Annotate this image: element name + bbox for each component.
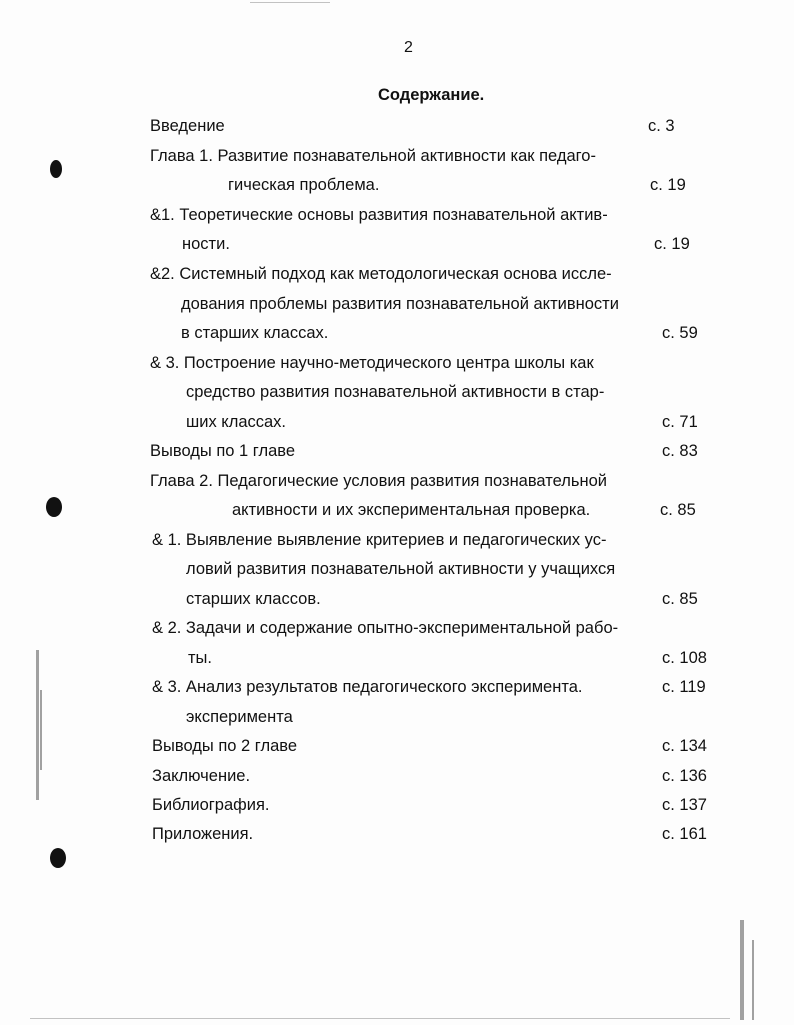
toc-entry-text: & 3. Построение научно-методического центра школы как <box>150 354 594 372</box>
toc-page-number: с. 137 <box>662 796 707 814</box>
scan-streak <box>40 690 42 770</box>
toc-page-number: с. 71 <box>662 413 698 431</box>
toc-entry-text: &2. Системный подход как методологическая основа иссле- <box>150 265 612 283</box>
toc-entry-text: & 1. Выявление выявление критериев и педагогических ус- <box>152 531 607 549</box>
toc-page-number: с. 85 <box>662 590 698 608</box>
toc-page-number: с. 108 <box>662 649 707 667</box>
toc-entry-text: Выводы по 2 главе <box>152 737 298 755</box>
toc-entry-text: эксперимента <box>186 708 293 726</box>
toc-entry-text: в старших классах. <box>181 324 329 342</box>
toc-entry-text: Выводы по 1 главе <box>150 442 296 460</box>
toc-page-number: с. 59 <box>662 324 698 342</box>
toc-page-number: с. 19 <box>650 176 686 194</box>
toc-entry-text: ты. <box>188 649 213 667</box>
toc-entry-text: Заключение. <box>152 767 251 785</box>
scan-streak <box>752 940 754 1020</box>
toc-entry-text: активности и их экспериментальная проверка. <box>232 501 591 519</box>
toc-entry-text: &1. Теоретические основы развития познавательной актив- <box>150 206 608 224</box>
page-title: Содержание. <box>378 86 485 104</box>
scan-streak <box>36 650 39 800</box>
toc-page-number: с. 119 <box>662 678 706 696</box>
page-number: 2 <box>404 39 413 56</box>
toc-entry-text: Приложения. <box>152 825 254 843</box>
toc-entry-text: & 3. Анализ результатов педагогического эксперимента. <box>152 678 583 696</box>
toc-entry-text: средство развития познавательной активности в стар- <box>186 383 605 401</box>
toc-entry-text: ловий развития познавательной активности у учащихся <box>186 560 616 578</box>
toc-page-number: с. 85 <box>660 501 696 519</box>
punch-hole-mark <box>46 497 62 517</box>
toc-entry-text: ших классах. <box>186 413 287 431</box>
toc-entry-text: & 2. Задачи и содержание опытно-экспериментальной рабо- <box>152 619 619 637</box>
toc-page-number: с. 161 <box>662 825 707 843</box>
toc-page-number: с. 83 <box>662 442 698 460</box>
toc-page-number: с. 134 <box>662 737 707 755</box>
punch-hole-mark <box>50 160 62 178</box>
toc-entry-text: гическая проблема. <box>228 176 380 194</box>
toc-entry-text: Библиография. <box>152 796 270 814</box>
toc-entry-text: ности. <box>182 235 230 253</box>
toc-entry-text: дования проблемы развития познавательной активности <box>181 295 619 313</box>
scan-streak <box>740 920 744 1020</box>
toc-entry-text: Введение <box>150 117 225 135</box>
toc-entry-text: Глава 1. Развитие познавательной активности как педаго- <box>150 147 596 165</box>
toc-entry-text: старших классов. <box>186 590 321 608</box>
toc-page-number: с. 3 <box>648 117 675 135</box>
punch-hole-mark <box>50 848 66 868</box>
toc-page-number: с. 19 <box>654 235 690 253</box>
toc-entry-text: Глава 2. Педагогические условия развития познавательной <box>150 472 607 490</box>
scan-top-line <box>250 2 330 3</box>
toc-page-number: с. 136 <box>662 767 707 785</box>
scan-bottom-line <box>30 1018 730 1019</box>
